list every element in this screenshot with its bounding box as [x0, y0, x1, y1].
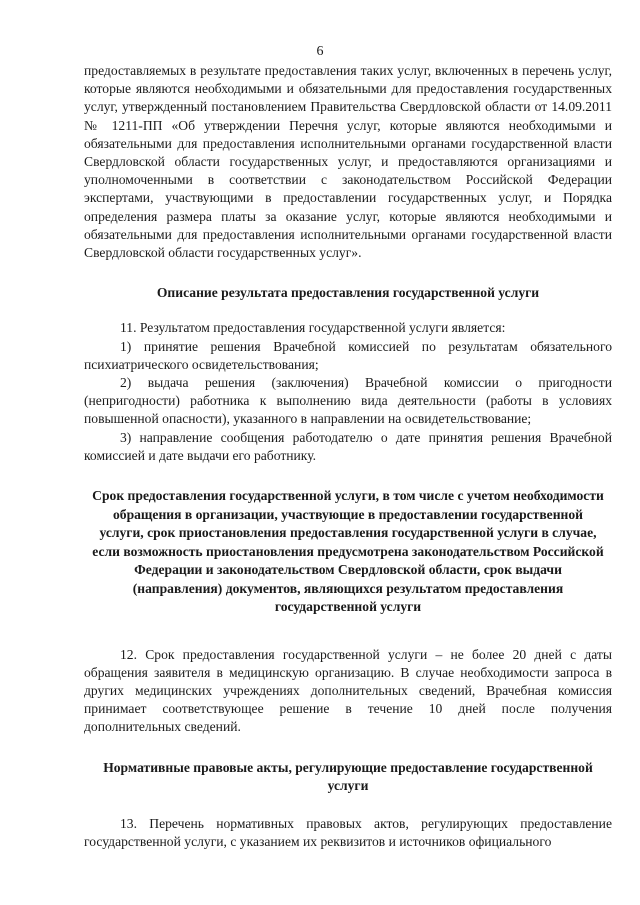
section-heading-result: Описание результата предоставления государственной услуги [156, 285, 540, 301]
section-heading-term: Срок предоставления государственной услуги, в том числе с учетом необходимости обращения в организации, участвующие в предоставлении государственной услуги, срок приостановления предоставления государственной услуги в случае, если возможность приостановления предусмотрена законодательством Российской Федерации и законодательством Свердловской области, срок выдачи (направления) документов, являющихся результатом предоставления государственной услуги [92, 488, 604, 615]
page-content [84, 62, 612, 851]
result-item-3: 3) направление сообщения работодателю о дате принятия решения Врачебной комиссией и дате выдачи его работнику. [84, 429, 612, 463]
page-number: 6 [316, 44, 324, 59]
paragraph-12: 12. Срок предоставления государственной услуги – не более 20 дней с даты обращения заявителя в медицинскую организацию. В случае необходимости запроса в других медицинских учреждениях дополнительных сведений, Врачебная комиссия принимает соответствующее решение в течение 10 дней после получения дополнительных сведений. [84, 646, 612, 735]
paragraph-11: 11. Результатом предоставления государственной услуги является: [120, 320, 506, 336]
result-item-2: 2) выдача решения (заключения) Врачебной комиссии о пригодности (непригодности) работника к выполнению вида деятельности (работы в условиях повышенной опасности), указанного в направлении на освидетельствование; [84, 375, 612, 427]
section-heading-acts: Нормативные правовые акты, регулирующие предоставление государственной услуги [103, 759, 593, 793]
intro-paragraph: предоставляемых в результате предоставления таких услуг, включенных в перечень услуг, которые являются необходимыми и обязательными для предоставления государственных услуг, утвержденный постановлением Правительства Свердловской области от 14.09.2011 № 1211-ПП «Об утверждении Перечня услуг, которые являются необходимыми и обязательными для предоставления исполнительными органами государственной власти Свердловской области государственных услуг, и предоставляются организациями и уполномоченными в соответствии с законодательством Российской Федерации экспертами, участвующими в предоставлении государственных услуг, и Порядка определения размера платы за оказание услуг, которые являются необходимыми и обязательными для предоставления исполнительными органами государственной власти Свердловской области государственных услуг». [84, 63, 612, 261]
result-item-1: 1) принятие решения Врачебной комиссией по результатам обязательного психиатрического освидетельствования; [84, 338, 612, 372]
paragraph-13: 13. Перечень нормативных правовых актов, регулирующих предоставление государственной услуги, с указанием их реквизитов и источников официального [84, 815, 612, 850]
